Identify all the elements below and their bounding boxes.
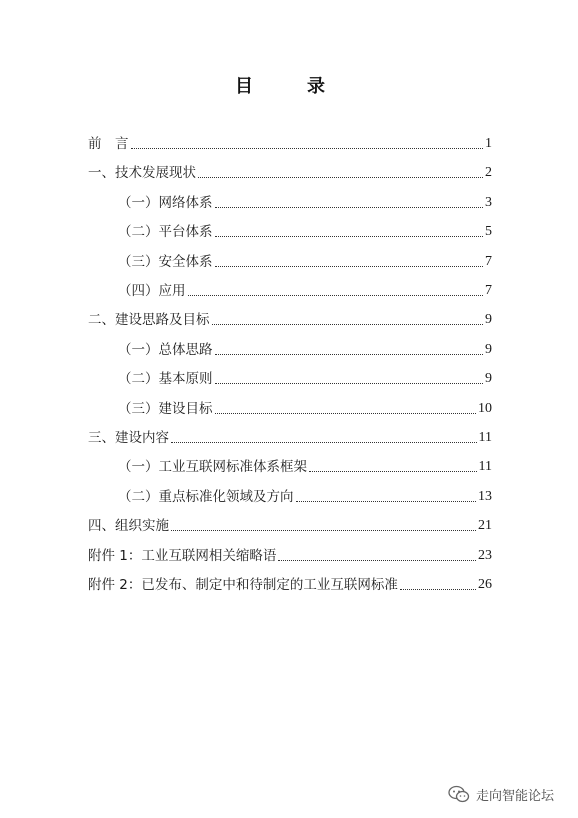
toc-entry-page-number: 3 <box>485 194 492 210</box>
toc-entry-label: （一）网络体系 <box>118 194 213 211</box>
toc-entry-label: （三）安全体系 <box>118 253 213 270</box>
toc-entry-page-number: 5 <box>485 224 492 240</box>
toc-entry <box>88 132 492 152</box>
toc-entry-page-number: 23 <box>478 547 492 563</box>
toc-entry-page-number: 10 <box>478 400 492 416</box>
toc-entry-page-number: 11 <box>478 430 492 445</box>
toc-entry-label: （三）建设目标 <box>118 400 213 417</box>
toc-entry <box>118 279 492 299</box>
toc-leader-dots <box>215 383 484 384</box>
toc-entry-label: 三、建设内容 <box>88 430 169 446</box>
watermark <box>448 784 554 804</box>
toc-entry <box>118 191 492 211</box>
toc-entry <box>118 250 492 270</box>
page-title: 目 录 <box>235 76 343 97</box>
toc-entry-page-number: 7 <box>485 283 492 298</box>
toc-leader-dots <box>188 295 484 296</box>
toc-entry-label: （一）总体思路 <box>118 341 213 358</box>
toc-entry-label: 二、建设思路及目标 <box>88 312 210 329</box>
toc-entry <box>118 220 492 240</box>
toc-entry-page-number: 11 <box>478 459 492 475</box>
toc-entry <box>118 338 492 358</box>
toc-entry-label: 前 言 <box>88 136 129 152</box>
toc-leader-dots <box>171 442 477 443</box>
toc-leader-dots <box>296 501 477 502</box>
toc-leader-dots <box>400 589 476 590</box>
toc-entry-page-number: 21 <box>478 518 492 534</box>
toc-leader-dots <box>215 413 477 414</box>
toc-entry-label: 附件 2：已发布、制定中和待制定的工业互联网标准 <box>88 577 398 593</box>
toc-entry-page-number: 2 <box>485 165 492 181</box>
toc-leader-dots <box>309 471 477 472</box>
toc-entry-label: 四、组织实施 <box>88 518 169 535</box>
toc-leader-dots <box>171 530 476 531</box>
toc-entry-page-number: 9 <box>485 341 492 357</box>
toc-entry-label: （二）基本原则 <box>118 371 213 388</box>
toc-entry-label: （四）应用 <box>118 283 186 299</box>
toc-entry <box>118 485 492 505</box>
toc-entry <box>88 426 492 446</box>
toc-entry-label: （二）重点标准化领域及方向 <box>118 488 294 505</box>
watermark-text: 走向智能论坛 <box>476 788 555 804</box>
toc-leader-dots <box>278 560 476 561</box>
toc-leader-dots <box>212 324 484 325</box>
toc-leader-dots <box>131 148 484 149</box>
toc-leader-dots <box>215 354 484 355</box>
toc-entry-page-number: 26 <box>478 577 492 592</box>
toc-entry <box>88 573 492 593</box>
toc-entry-page-number: 7 <box>485 253 492 269</box>
toc-entry-page-number: 9 <box>485 371 492 387</box>
toc-entry <box>88 544 492 564</box>
toc-leader-dots <box>215 207 484 208</box>
toc-entry <box>118 367 492 387</box>
toc-leader-dots <box>198 177 483 178</box>
toc-entry-label: （一）工业互联网标准体系框架 <box>118 459 307 476</box>
toc-leader-dots <box>215 236 484 237</box>
toc-entry-page-number: 13 <box>478 488 492 504</box>
toc-entry-page-number: 9 <box>485 312 492 328</box>
toc-entry-page-number: 1 <box>485 136 492 151</box>
toc-entry-label: 一、技术发展现状 <box>88 165 196 182</box>
toc-entry <box>88 161 492 181</box>
toc-leader-dots <box>215 266 484 267</box>
toc-entry <box>118 397 492 417</box>
toc-entry <box>88 514 492 534</box>
toc-entry-label: 附件 1：工业互联网相关缩略语 <box>88 547 277 564</box>
toc-entry <box>118 455 492 475</box>
toc-entry-label: （二）平台体系 <box>118 224 213 241</box>
wechat-icon <box>448 785 470 803</box>
toc-entry <box>88 308 492 328</box>
